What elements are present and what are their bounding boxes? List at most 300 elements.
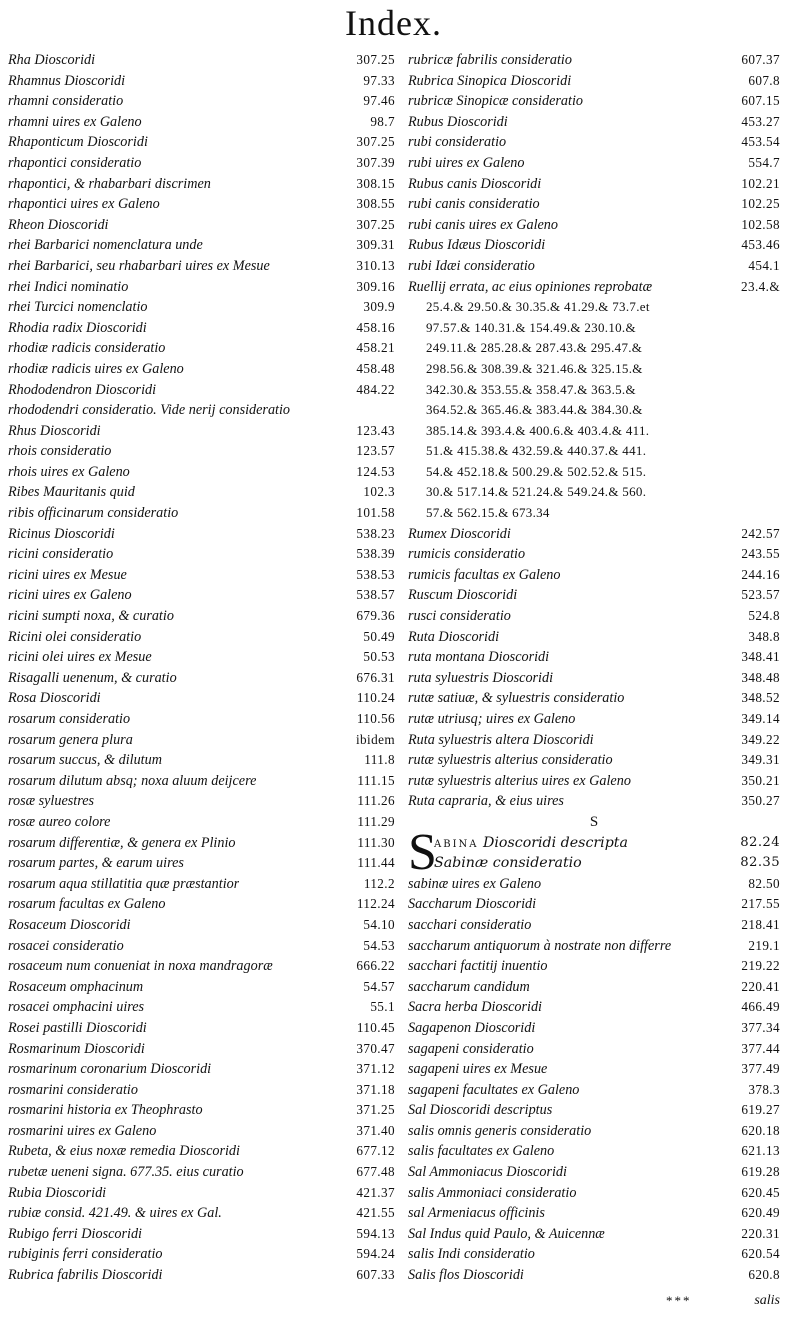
- index-page-ref: 123.43: [356, 422, 395, 438]
- index-term: Rosmarinum Dioscoridi: [8, 1040, 145, 1057]
- index-entry: [408, 915, 780, 936]
- index-page-ref: 123.57: [356, 443, 395, 459]
- index-entry: [408, 215, 780, 236]
- page-title: Index.: [345, 3, 442, 43]
- index-page-ref: 620.54: [741, 1246, 780, 1262]
- index-page-ref: 453.46: [741, 237, 780, 253]
- index-page-ref: 97.46: [363, 93, 395, 109]
- index-term: Rhodia radix Dioscoridi: [8, 319, 147, 336]
- index-entry: [408, 874, 780, 895]
- index-term: Rosei pastilli Dioscoridi: [8, 1019, 147, 1036]
- index-entry: [8, 1018, 395, 1039]
- index-term: rubetæ ueneni signa. 677.35. eius curatio: [8, 1164, 244, 1181]
- index-term: sal Armeniacus officinis: [408, 1205, 545, 1222]
- index-term: salis Ammoniaci consideratio: [408, 1184, 577, 1201]
- index-term: Ricini olei consideratio: [8, 628, 142, 645]
- index-page-ref: 607.33: [356, 1267, 395, 1283]
- index-page-ref: 124.53: [356, 463, 395, 479]
- index-page-ref: 82.50: [748, 875, 780, 891]
- index-entry: [8, 91, 395, 112]
- index-page-ref: 621.13: [741, 1143, 780, 1159]
- index-term: sacchari factitij inuentio: [408, 958, 548, 975]
- index-continuation-line: 25.4.& 29.50.& 30.35.& 41.29.& 73.7.et: [426, 299, 650, 315]
- index-entry: [408, 956, 780, 977]
- index-term: Rhododendron Dioscoridi: [8, 381, 157, 398]
- index-entry: [8, 750, 395, 771]
- index-page-ref: 619.27: [741, 1102, 780, 1118]
- index-page-ref: 679.36: [356, 608, 395, 624]
- index-term: Rubus Idæus Dioscoridi: [408, 237, 546, 254]
- index-term: Sabinæ consideratio: [434, 855, 582, 872]
- index-continuation-line: 51.& 415.38.& 432.59.& 440.37.& 441.: [426, 443, 647, 459]
- index-page-ref: 110.56: [356, 711, 395, 726]
- index-page-ref: 466.49: [741, 999, 780, 1015]
- index-term: Risagalli uenenum, & curatio: [8, 669, 177, 686]
- index-page-ref: 111.44: [357, 855, 395, 871]
- index-term: Saccharum Dioscoridi: [408, 896, 537, 913]
- index-term: rhapontici uires ex Galeno: [8, 196, 160, 213]
- index-entry: [8, 112, 395, 133]
- index-entry: [8, 585, 395, 606]
- index-page-ref: 350.27: [741, 793, 780, 809]
- index-page-ref: 310.13: [356, 257, 395, 273]
- index-entry: [408, 627, 780, 648]
- index-page-ref: 538.23: [356, 525, 395, 541]
- index-entry: [408, 585, 780, 606]
- index-term: Rhamnus Dioscoridi: [8, 72, 126, 89]
- index-entry: [408, 544, 780, 565]
- index-page-ref: 309.16: [356, 278, 395, 294]
- index-page-ref: 538.39: [356, 546, 395, 562]
- index-term: Rubrica fabrilis Dioscoridi: [8, 1267, 163, 1284]
- index-term: Ruellij errata, ac eius opiniones reprobatæ: [408, 278, 653, 295]
- index-term: Rubeta, & eius noxæ remedia Dioscoridi: [8, 1143, 240, 1160]
- index-entry: [8, 709, 395, 730]
- index-page-ref: 54.10: [363, 916, 395, 932]
- index-page-ref: 607.8: [748, 72, 780, 88]
- index-term: Rubus canis Dioscoridi: [408, 175, 542, 192]
- index-entry: [408, 50, 780, 71]
- index-page-ref: 350.21: [741, 772, 780, 788]
- index-entry: [408, 1059, 780, 1080]
- index-term: Rheon Dioscoridi: [8, 216, 109, 233]
- index-entry: [8, 1203, 395, 1224]
- index-term: Rubus Dioscoridi: [408, 113, 508, 130]
- index-page-ref: 82.35: [740, 855, 780, 871]
- index-page-ref: 458.16: [356, 319, 395, 335]
- index-entry: [408, 1039, 780, 1060]
- index-entry: [8, 730, 395, 751]
- index-term: rosaceum num conueniat in noxa mandragoræ: [8, 958, 273, 975]
- index-page-ref: 220.41: [741, 978, 780, 994]
- index-page-ref: 677.48: [356, 1164, 395, 1180]
- index-term: sagapeni uires ex Mesue: [408, 1061, 548, 1078]
- index-page-ref: 307.25: [356, 52, 395, 67]
- index-term: rubiæ consid. 421.49. & uires ex Gal.: [8, 1205, 222, 1222]
- index-term: rutæ satiuæ, & syluestris consideratio: [408, 690, 625, 707]
- index-entry: [408, 1162, 780, 1183]
- index-term: rhei Turcici nomenclatio: [8, 299, 148, 316]
- index-page-ref: 524.8: [748, 608, 780, 624]
- index-entry: [8, 503, 395, 524]
- index-entry: [408, 71, 780, 92]
- page-footer: [408, 1293, 780, 1315]
- index-page-ref: 371.40: [356, 1122, 395, 1138]
- index-term: Ribes Mauritanis quid: [8, 484, 135, 501]
- index-entry: [8, 812, 395, 833]
- index-page-ref: 308.55: [356, 196, 395, 212]
- index-term: rosarum differentiæ, & genera ex Plinio: [8, 834, 236, 851]
- index-term: rhei Indici nominatio: [8, 278, 129, 295]
- index-term: rosarum dilutum absq; noxa aluum deijcere: [8, 772, 257, 789]
- index-term: Ruta capraria, & eius uires: [408, 793, 564, 810]
- index-term: rhei Barbarici, seu rhabarbari uires ex Mesue: [8, 257, 270, 274]
- index-page-ref: 308.15: [356, 175, 395, 191]
- index-page-ref: 307.39: [356, 154, 395, 170]
- index-term: ricini olei uires ex Mesue: [8, 649, 152, 666]
- index-term: rhois uires ex Galeno: [8, 463, 130, 480]
- index-page-ref: 102.3: [363, 484, 395, 500]
- index-page-ref: 218.41: [741, 916, 780, 932]
- index-page-ref: 110.45: [356, 1019, 395, 1035]
- index-page-ref: 243.55: [741, 546, 780, 562]
- index-term: rutæ syluestris alterius consideratio: [408, 752, 613, 769]
- index-term: saccharum antiquorum à nostrate non differre: [408, 937, 672, 954]
- index-entry: [8, 215, 395, 236]
- index-entry: [408, 1018, 780, 1039]
- index-page-ref: 554.7: [748, 154, 780, 170]
- index-entry: [408, 1100, 780, 1121]
- index-entry: [408, 112, 780, 133]
- index-term: ricini uires ex Galeno: [8, 587, 132, 604]
- sabina-caps: abina: [434, 834, 479, 851]
- index-term: Sal Ammoniacus Dioscoridi: [408, 1164, 567, 1181]
- index-term: rubiginis ferri consideratio: [8, 1246, 163, 1263]
- index-term: Ruta Dioscoridi: [408, 628, 500, 645]
- index-term: Rubrica Sinopica Dioscoridi: [408, 72, 572, 89]
- index-entry: [8, 256, 395, 277]
- index-continuation-line: 364.52.& 365.46.& 383.44.& 384.30.&: [426, 402, 643, 418]
- signature-mark: ***: [666, 1293, 692, 1308]
- index-entry: [8, 1100, 395, 1121]
- index-entry: [408, 1224, 780, 1245]
- index-term: Salis flos Dioscoridi: [408, 1267, 524, 1284]
- index-term: rumicis consideratio: [408, 546, 526, 563]
- index-page-ref: 242.57: [741, 525, 780, 541]
- index-entry: [8, 380, 395, 401]
- index-entry: [8, 915, 395, 936]
- index-page-ref: 111.15: [357, 772, 395, 788]
- index-entry: [8, 771, 395, 792]
- index-term: rosmarini historia ex Theophrasto: [8, 1102, 203, 1119]
- index-term: Ruscum Dioscoridi: [408, 587, 518, 604]
- index-entry: [8, 853, 395, 874]
- index-term: Rumex Dioscoridi: [408, 525, 511, 542]
- index-entry: [8, 565, 395, 586]
- index-term: sacchari consideratio: [408, 916, 532, 933]
- index-entry: [8, 194, 395, 215]
- index-term: ricini sumpti noxa, & curatio: [8, 608, 174, 625]
- index-entry: [8, 71, 395, 92]
- index-term: rubi canis consideratio: [408, 196, 540, 213]
- index-term: Rha Dioscoridi: [8, 52, 96, 68]
- index-entry: [8, 833, 395, 854]
- index-entry: [408, 688, 780, 709]
- index-page-ref: 219.1: [748, 937, 780, 953]
- index-entry: [8, 936, 395, 957]
- index-term: rubi uires ex Galeno: [408, 154, 525, 171]
- index-term: rosarum facultas ex Galeno: [8, 896, 166, 913]
- index-entry: [8, 421, 395, 442]
- index-page-ref: 217.55: [741, 896, 780, 912]
- index-entry: [408, 709, 780, 730]
- index-term: rubi consideratio: [408, 134, 507, 151]
- index-term: ricini consideratio: [8, 546, 114, 563]
- index-term: sagapeni consideratio: [408, 1040, 534, 1057]
- drop-cap: S: [408, 823, 437, 881]
- index-entry: [408, 647, 780, 668]
- index-page-ref: 538.53: [356, 566, 395, 582]
- index-term: rosæ aureo colore: [8, 813, 111, 830]
- index-entry: [8, 791, 395, 812]
- index-page-ref: 620.18: [741, 1122, 780, 1138]
- index-entry: [8, 338, 395, 359]
- index-page-ref: 620.8: [748, 1267, 780, 1283]
- index-page-ref: 102.25: [741, 196, 780, 212]
- index-entry: [8, 153, 395, 174]
- index-column-right: [408, 50, 780, 1286]
- index-term: ruta montana Dioscoridi: [408, 649, 550, 666]
- index-page-ref: 244.16: [741, 566, 780, 582]
- index-entry: [8, 482, 395, 503]
- index-term: rubi Idæi consideratio: [408, 257, 535, 274]
- index-entry: [8, 977, 395, 998]
- index-page-ref: 348.41: [741, 649, 780, 665]
- index-page-ref: 54.53: [363, 937, 395, 953]
- index-page-ref: 594.24: [356, 1246, 395, 1262]
- index-page-ref: 607.37: [741, 52, 780, 67]
- index-page-ref: 453.54: [741, 134, 780, 150]
- index-entry: [408, 565, 780, 586]
- index-page-ref: 377.44: [741, 1040, 780, 1056]
- index-entry: [8, 874, 395, 895]
- index-column-left: [8, 50, 395, 1286]
- index-term: Rosa Dioscoridi: [8, 690, 101, 707]
- index-page-ref: 676.31: [356, 669, 395, 685]
- index-page-ref: 309.9: [363, 299, 395, 315]
- index-term: Sal Indus quid Paulo, & Auicennæ: [408, 1225, 605, 1242]
- index-entry: [8, 894, 395, 915]
- index-term: Rosaceum omphacinum: [8, 978, 144, 995]
- index-term: Sagapenon Dioscoridi: [408, 1019, 536, 1036]
- index-entry: [8, 1244, 395, 1265]
- index-term: salis facultates ex Galeno: [408, 1143, 555, 1160]
- index-entry: [8, 1162, 395, 1183]
- index-term: rusci consideratio: [408, 608, 511, 625]
- index-continuation-line: 54.& 452.18.& 500.29.& 502.52.& 515.: [426, 463, 647, 479]
- index-page-ref: 101.58: [356, 505, 395, 521]
- index-page-ref: 102.58: [741, 216, 780, 232]
- index-page-ref: 371.12: [356, 1061, 395, 1077]
- index-page-ref: 620.49: [741, 1205, 780, 1221]
- index-page-ref: 50.53: [363, 649, 395, 665]
- index-page-ref: 348.52: [741, 690, 780, 706]
- index-term: Ricinus Dioscoridi: [8, 525, 115, 542]
- index-entry: [8, 524, 395, 545]
- index-term: rubricæ Sinopicæ consideratio: [408, 93, 583, 110]
- index-term: saccharum candidum: [408, 978, 530, 995]
- index-page-ref: 370.47: [356, 1040, 395, 1056]
- index-term: rhododendri consideratio. Vide nerij consideratio: [8, 402, 291, 419]
- index-term: ruta syluestris Dioscoridi: [408, 669, 554, 686]
- index-term: rutæ syluestris alterius uires ex Galeno: [408, 772, 631, 789]
- index-entry: [8, 50, 395, 71]
- index-entry: [408, 668, 780, 689]
- index-term: Ruta syluestris altera Dioscoridi: [408, 731, 594, 748]
- index-entry: [408, 894, 780, 915]
- index-entry: [408, 1121, 780, 1142]
- index-term: ricini uires ex Mesue: [8, 566, 127, 583]
- index-page-ref: 111.26: [357, 793, 395, 809]
- index-entry: [408, 1183, 780, 1204]
- index-page-ref: 453.27: [741, 113, 780, 129]
- index-entry: [8, 688, 395, 709]
- index-term: rosarum partes, & earum uires: [8, 855, 184, 872]
- index-entry: [8, 462, 395, 483]
- index-continuation-line: 57.& 562.15.& 673.34: [426, 505, 550, 521]
- index-entry: [408, 256, 780, 277]
- index-entry: [408, 771, 780, 792]
- index-page-ref: 54.57: [363, 978, 395, 994]
- index-entry: [408, 1080, 780, 1101]
- index-page-ref: 307.25: [356, 134, 395, 150]
- index-page-ref: 112.24: [356, 896, 395, 912]
- index-page-ref: 98.7: [370, 113, 395, 129]
- index-entry: [8, 1265, 395, 1286]
- index-page-ref: 111.8: [364, 752, 395, 768]
- index-page-ref: 348.48: [741, 669, 780, 685]
- index-page-ref: 377.34: [741, 1019, 780, 1035]
- index-page-ref: 110.24: [356, 690, 395, 706]
- index-entry: [408, 1244, 780, 1265]
- index-page-ref: ibidem: [355, 731, 395, 747]
- index-entry: [8, 668, 395, 689]
- index-page-ref: 377.49: [741, 1061, 780, 1077]
- index-entry: [408, 194, 780, 215]
- index-page-ref: 371.18: [356, 1081, 395, 1097]
- index-entry: [8, 956, 395, 977]
- index-entry: [8, 1141, 395, 1162]
- index-page-ref: 454.1: [748, 257, 780, 273]
- index-page-ref: 220.31: [741, 1225, 780, 1241]
- index-term: rosarum aqua stillatitia quæ præstantior: [8, 875, 240, 892]
- index-page-ref: 484.22: [356, 381, 395, 397]
- index-term: salis Indi consideratio: [408, 1246, 535, 1263]
- index-entry: [408, 997, 780, 1018]
- index-page-ref: 594.13: [356, 1225, 395, 1241]
- index-entry: [8, 235, 395, 256]
- index-term: rosacei omphacini uires: [8, 999, 145, 1016]
- index-entry: [8, 441, 395, 462]
- index-term: rhamni consideratio: [8, 93, 124, 110]
- catchword: salis: [754, 1293, 780, 1308]
- index-term: Sal Dioscoridi descriptus: [408, 1102, 553, 1119]
- index-entry: [8, 544, 395, 565]
- index-continuation-line: 342.30.& 353.55.& 358.47.& 363.5.&: [426, 381, 636, 397]
- index-page-ref: 102.21: [741, 175, 780, 191]
- index-page-ref: 309.31: [356, 237, 395, 253]
- index-entry: [8, 1039, 395, 1060]
- index-term: rosacei consideratio: [8, 937, 124, 954]
- index-continuation-line: 30.& 517.14.& 521.24.& 549.24.& 560.: [426, 484, 647, 500]
- index-entry: [8, 627, 395, 648]
- index-term: rosarum succus, & dilutum: [8, 752, 162, 769]
- index-entry: [408, 977, 780, 998]
- index-term: Rhaponticum Dioscoridi: [8, 134, 148, 151]
- index-page-ref: 349.14: [741, 711, 780, 726]
- index-term: ribis officinarum consideratio: [8, 505, 179, 522]
- index-term: sabinæ uires ex Galeno: [408, 875, 542, 892]
- index-page-ref: 50.49: [363, 628, 395, 644]
- index-entry: [8, 1224, 395, 1245]
- index-term: rutæ utriusq; uires ex Galeno: [408, 711, 576, 727]
- index-page-ref: 538.57: [356, 587, 395, 603]
- index-page-ref: 55.1: [370, 999, 395, 1015]
- section-letter-s: S: [589, 813, 599, 830]
- index-entry: [8, 297, 395, 318]
- index-page-ref: 666.22: [356, 958, 395, 974]
- index-term: Rubia Dioscoridi: [8, 1184, 107, 1201]
- index-entry: [8, 1059, 395, 1080]
- index-page-ref: 607.15: [741, 93, 780, 109]
- index-continuation-line: 97.57.& 140.31.& 154.49.& 230.10.&: [426, 319, 636, 335]
- index-entry: [8, 1121, 395, 1142]
- index-term: rosarum genera plura: [8, 731, 133, 748]
- index-page-ref: 111.30: [357, 834, 395, 850]
- index-page-ref: 349.22: [741, 731, 780, 747]
- index-page-ref: 348.8: [748, 628, 780, 644]
- index-entry: [408, 132, 780, 153]
- index-page-ref: 421.37: [356, 1184, 395, 1200]
- index-entry: [408, 174, 780, 195]
- index-entry: [408, 1265, 780, 1286]
- index-page-ref: 421.55: [356, 1205, 395, 1221]
- index-entry: [8, 277, 395, 298]
- index-term: rhei Barbarici nomenclatura unde: [8, 237, 203, 254]
- index-entry: [408, 153, 780, 174]
- index-term: rhois consideratio: [8, 443, 112, 460]
- index-entry: [8, 359, 395, 380]
- index-continuation-line: 249.11.& 285.28.& 287.43.& 295.47.&: [426, 340, 643, 356]
- index-term: rosarum consideratio: [8, 711, 131, 727]
- index-term: salis omnis generis consideratio: [408, 1122, 592, 1139]
- index-entry: [408, 1203, 780, 1224]
- index-entry: [8, 1080, 395, 1101]
- index-continuation-line: 298.56.& 308.39.& 321.46.& 325.15.&: [426, 360, 643, 376]
- sabina-entry: [408, 823, 780, 881]
- index-page-ref: 458.48: [356, 360, 395, 376]
- index-term: sagapeni facultates ex Galeno: [408, 1081, 580, 1098]
- index-entry: [408, 277, 780, 298]
- index-entry: [8, 132, 395, 153]
- index-term: rhodiæ radicis consideratio: [8, 340, 166, 357]
- index-page-ref: 620.45: [741, 1184, 780, 1200]
- index-term: rosmarini consideratio: [8, 1081, 138, 1098]
- index-term: Rosaceum Dioscoridi: [8, 916, 131, 933]
- index-entry: [408, 936, 780, 957]
- index-term: Rhus Dioscoridi: [8, 422, 101, 439]
- index-term: Sacra herba Dioscoridi: [408, 999, 542, 1016]
